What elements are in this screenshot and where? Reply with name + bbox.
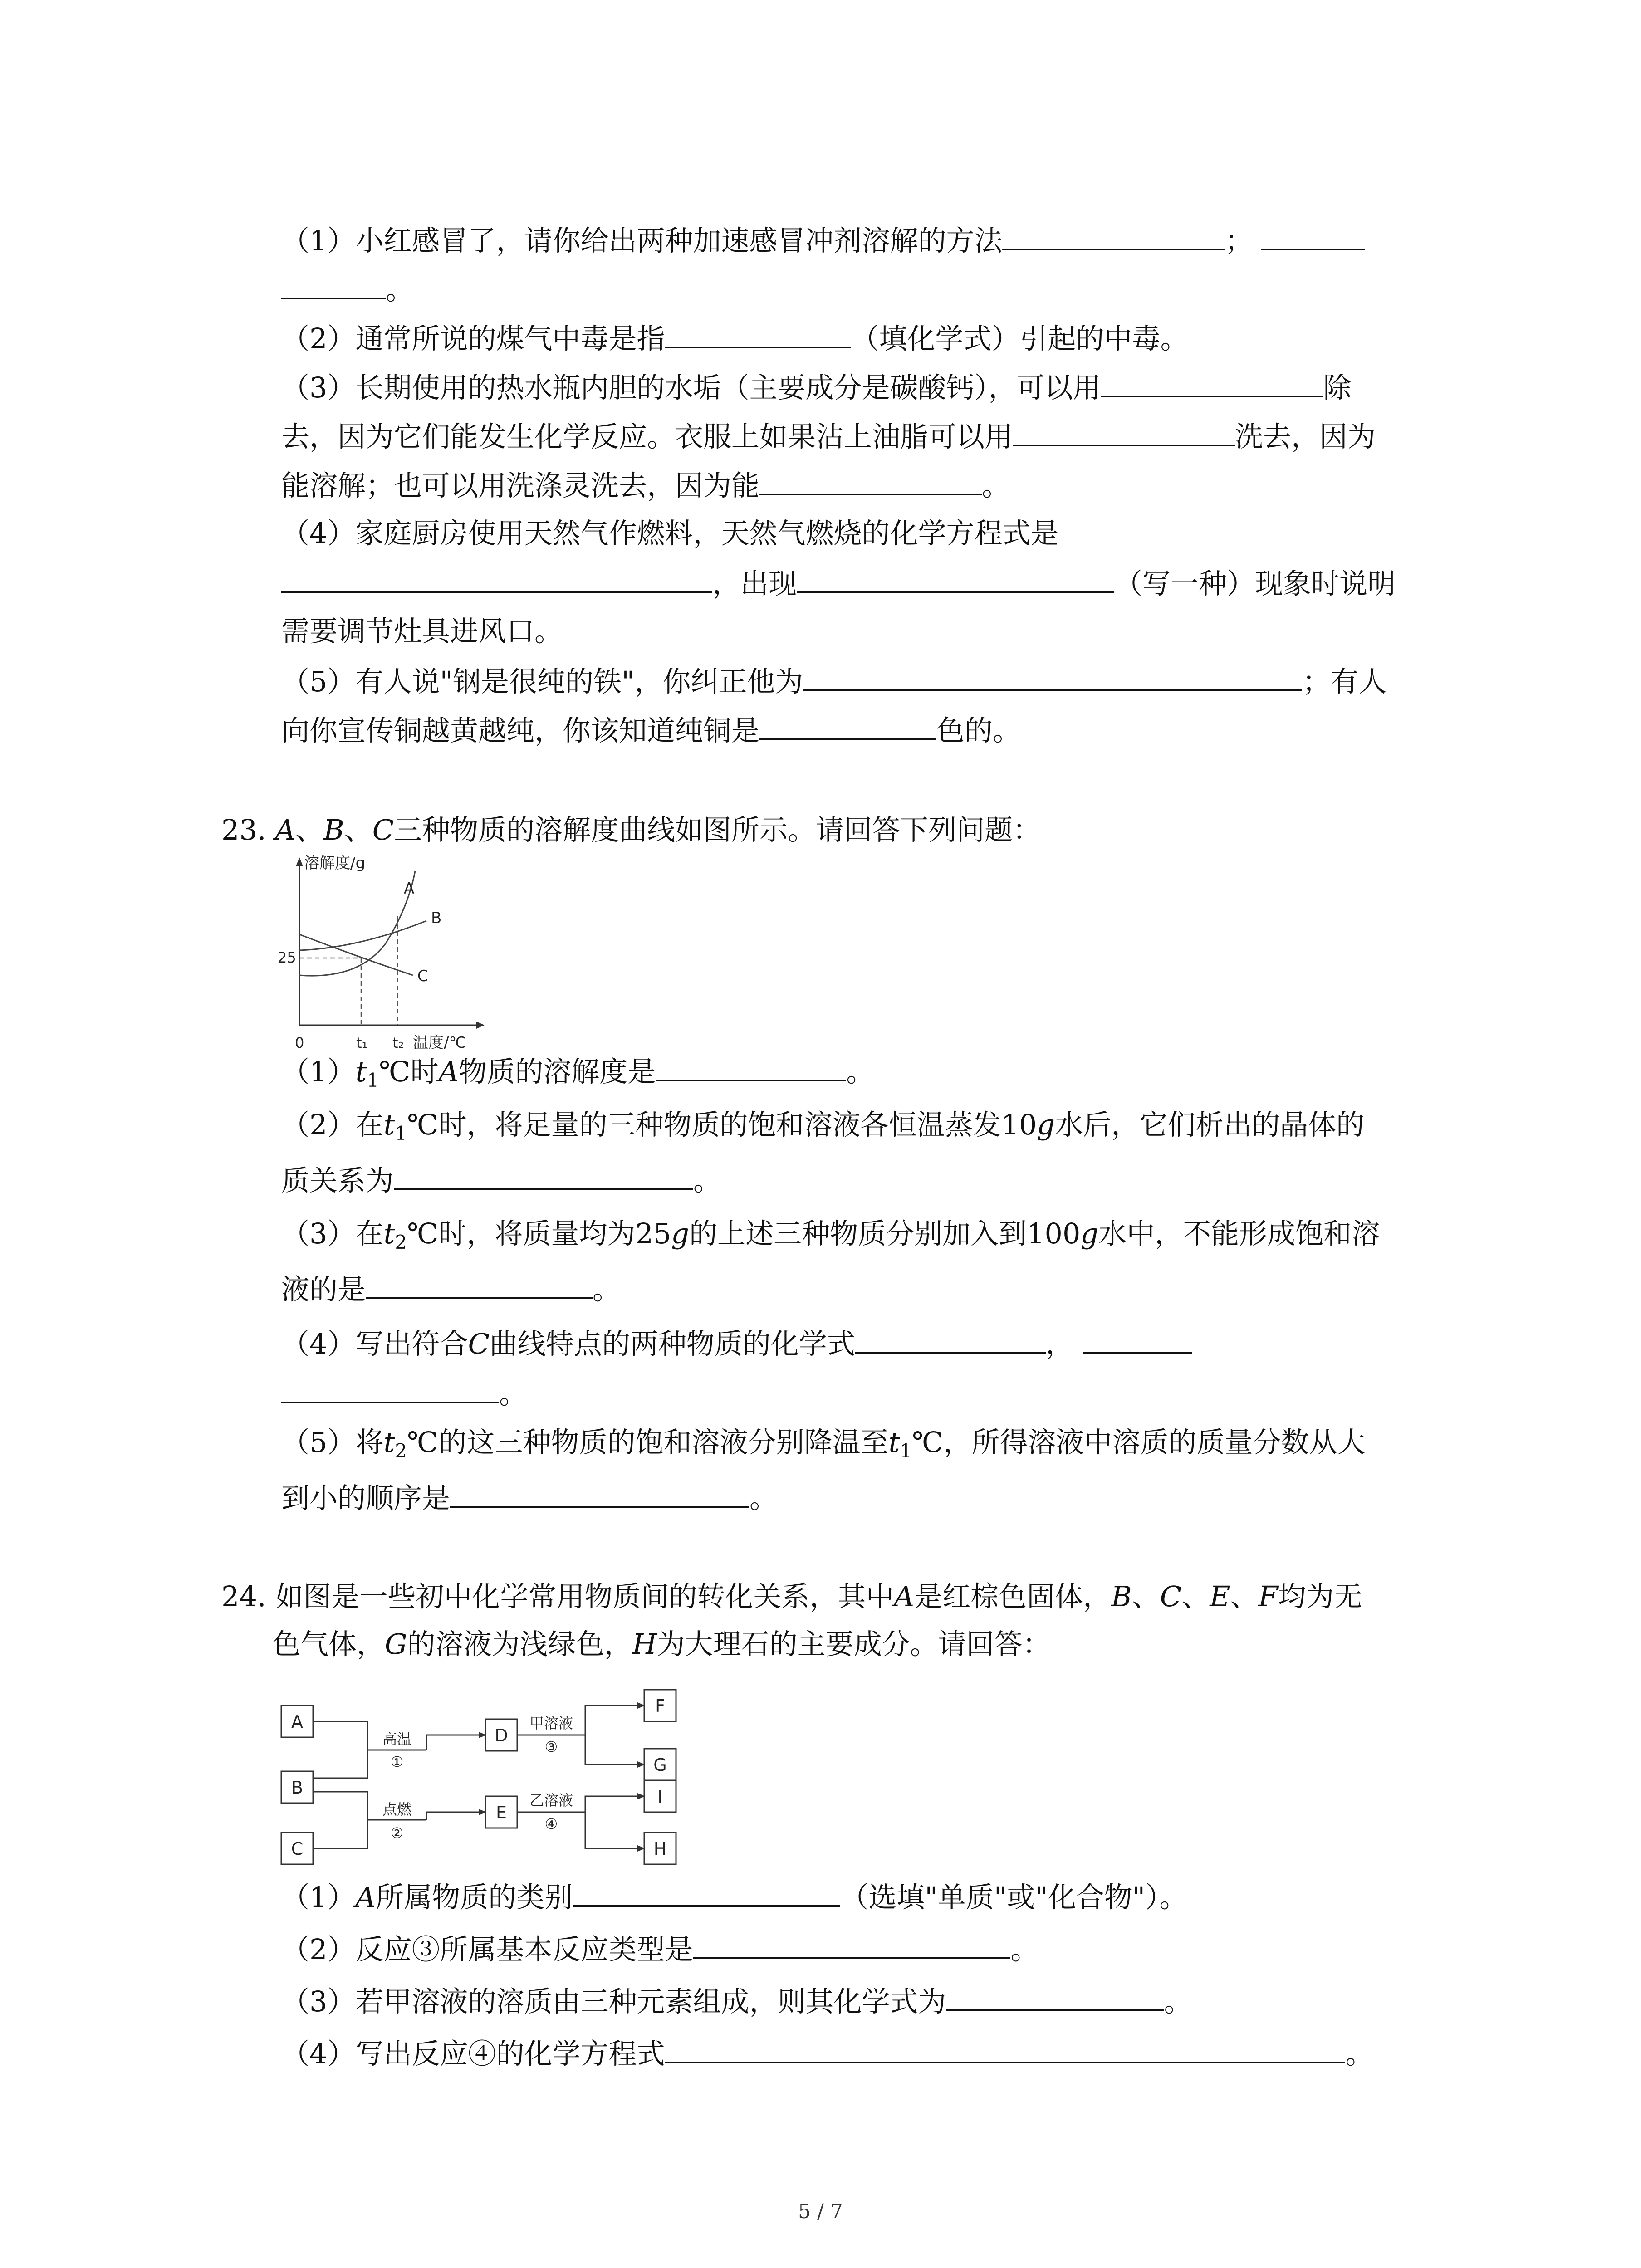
q23-part4-line2: 。 bbox=[281, 1374, 527, 1412]
q22-part3-line1: （3）长期使用的热水瓶内胆的水垢（主要成分是碳酸钙），可以用 除 bbox=[281, 368, 1351, 406]
answer-blank[interactable] bbox=[1083, 1325, 1192, 1354]
answer-blank[interactable] bbox=[656, 1052, 846, 1081]
condition-dianran: 点燃 bbox=[382, 1801, 412, 1818]
q23-part5-line2: 到小的顺序是 。 bbox=[281, 1479, 778, 1516]
reaction-2: ② bbox=[390, 1824, 404, 1842]
q22-part5-line1: （5）有人说"钢是很纯的铁"，你纠正他为 ；有人 bbox=[281, 662, 1387, 700]
label-G: G bbox=[653, 1755, 667, 1775]
answer-blank[interactable] bbox=[803, 662, 1302, 691]
q24-stem-line1: 24. 如图是一些初中化学常用物质间的转化关系，其中A是红棕色固体，B、C、E、F均为无 bbox=[221, 1580, 1362, 1613]
curve-A-label: A bbox=[404, 880, 415, 898]
connector-BC bbox=[313, 1792, 367, 1848]
label-H: H bbox=[653, 1839, 667, 1859]
y-axis-arrow bbox=[296, 857, 303, 866]
q22-part5-line2: 向你宣传铜越黄越纯，你该知道纯铜是 色的。 bbox=[281, 711, 1021, 749]
y-axis-label: 溶解度/g bbox=[304, 854, 366, 872]
q23-part4-line1: （4）写出符合C曲线特点的两种物质的化学式 ， bbox=[281, 1325, 1192, 1362]
answer-blank[interactable] bbox=[1261, 221, 1365, 250]
answer-blank[interactable] bbox=[855, 1325, 1046, 1354]
condition-gaowen: 高温 bbox=[382, 1730, 412, 1748]
q23-part3-line2: 液的是 。 bbox=[281, 1270, 621, 1308]
curve-B bbox=[299, 921, 426, 950]
q24-stem-line2: 色气体，G的溶液为浅绿色，H为大理石的主要成分。请回答： bbox=[272, 1628, 1051, 1661]
label-F: F bbox=[655, 1696, 665, 1716]
q23-stem: 23. A、B、C三种物质的溶解度曲线如图所示。请回答下列问题： bbox=[221, 813, 1041, 846]
x-axis-arrow bbox=[476, 1022, 485, 1029]
answer-blank[interactable] bbox=[1002, 221, 1225, 250]
q23-part2-line2: 质关系为 。 bbox=[281, 1161, 721, 1199]
conversion-diagram bbox=[277, 1674, 730, 1869]
connector-to-D bbox=[426, 1735, 479, 1750]
q22-part3-line3: 能溶解；也可以用洗涤灵洗去，因为能 。 bbox=[281, 466, 1010, 504]
q22-part4-line3: 需要调节灶具进风口。 bbox=[281, 615, 563, 648]
q23-part3-line1: （3）在$t_2℃$时，将质量均为25g的上述三种物质分别加入到100g水中，不能形成饱和溶 bbox=[281, 1217, 1380, 1253]
q24-part4: （4）写出反应④的化学方程式 。 bbox=[281, 2034, 1373, 2072]
curve-C bbox=[299, 934, 413, 975]
answer-blank[interactable] bbox=[573, 1878, 840, 1907]
connector-to-E bbox=[426, 1812, 479, 1820]
answer-blank[interactable] bbox=[281, 1374, 499, 1403]
t2-tick: t₂ bbox=[392, 1034, 404, 1051]
connector-IH bbox=[585, 1796, 637, 1848]
connector-AB bbox=[313, 1721, 367, 1778]
reaction-1: ① bbox=[390, 1753, 404, 1770]
origin-label: 0 bbox=[295, 1034, 304, 1051]
y-tick-25: 25 bbox=[278, 949, 296, 966]
answer-blank[interactable] bbox=[1101, 368, 1323, 397]
label-I: I bbox=[657, 1787, 663, 1807]
answer-blank[interactable] bbox=[665, 319, 851, 348]
q22-part4-line1: （4）家庭厨房使用天然气作燃料，天然气燃烧的化学方程式是 bbox=[281, 517, 1059, 550]
reagent-yi: 乙溶液 bbox=[529, 1792, 573, 1809]
answer-blank[interactable] bbox=[946, 1982, 1164, 2011]
q22-part1-line2: 。 bbox=[281, 270, 414, 308]
answer-blank[interactable] bbox=[366, 1270, 593, 1299]
page-number: 5 / 7 bbox=[798, 2200, 843, 2223]
curve-A bbox=[299, 871, 415, 976]
t1-tick: t₁ bbox=[356, 1034, 368, 1051]
solubility-curve-graph bbox=[277, 853, 490, 1052]
q24-part1: （1）A所属物质的类别 （选填"单质"或"化合物"）。 bbox=[281, 1878, 1187, 1916]
answer-blank[interactable] bbox=[450, 1479, 749, 1508]
answer-blank[interactable] bbox=[281, 564, 712, 593]
answer-blank[interactable] bbox=[759, 711, 936, 740]
curve-C-label: C bbox=[417, 967, 428, 985]
reaction-4: ④ bbox=[544, 1815, 558, 1833]
answer-blank[interactable] bbox=[665, 2034, 1345, 2063]
reaction-3: ③ bbox=[544, 1738, 558, 1755]
label-E: E bbox=[495, 1803, 507, 1823]
x-axis-label: 温度/℃ bbox=[413, 1034, 466, 1052]
q22-part3-line2: 去，因为它们能发生化学反应。衣服上如果沾上油脂可以用 洗去，因为 bbox=[281, 417, 1376, 455]
q24-part2: （2）反应③所属基本反应类型是 。 bbox=[281, 1930, 1038, 1968]
label-C: C bbox=[291, 1839, 304, 1859]
q23-part1: $(1)t_1℃$时A物质的溶解度是 。 bbox=[281, 1052, 874, 1099]
q23-part5-line1: （5）将$t_2℃$的这三种物质的饱和溶液分别降温至$t_1℃$，所得溶液中溶质的质量分数从大 bbox=[281, 1426, 1366, 1462]
q22-part1-line1: （1）小红感冒了，请你给出两种加速感冒冲剂溶解的方法 ； bbox=[281, 221, 1365, 259]
q24-part3: （3）若甲溶液的溶质由三种元素组成，则其化学式为 。 bbox=[281, 1982, 1192, 2020]
reagent-jia: 甲溶液 bbox=[529, 1715, 573, 1732]
answer-blank[interactable] bbox=[797, 564, 1114, 593]
curve-B-label: B bbox=[431, 909, 442, 927]
answer-blank[interactable] bbox=[693, 1930, 1010, 1959]
label-A: A bbox=[291, 1712, 303, 1732]
q22-part4-line2: ，出现 （写一种）现象时说明 bbox=[281, 564, 1396, 602]
answer-blank[interactable] bbox=[281, 270, 386, 299]
label-B: B bbox=[291, 1778, 304, 1798]
answer-blank[interactable] bbox=[394, 1161, 693, 1190]
answer-blank[interactable] bbox=[1013, 417, 1235, 446]
q22-part2: （2）通常所说的煤气中毒是指 （填化学式）引起的中毒。 bbox=[281, 319, 1188, 357]
label-D: D bbox=[495, 1725, 508, 1745]
q23-part2-line1: （2）在$t_1℃$时，将足量的三种物质的饱和溶液各恒温蒸发10g水后，它们析出的晶体的 bbox=[281, 1108, 1365, 1144]
connector-FG bbox=[585, 1706, 637, 1765]
answer-blank[interactable] bbox=[759, 466, 982, 495]
